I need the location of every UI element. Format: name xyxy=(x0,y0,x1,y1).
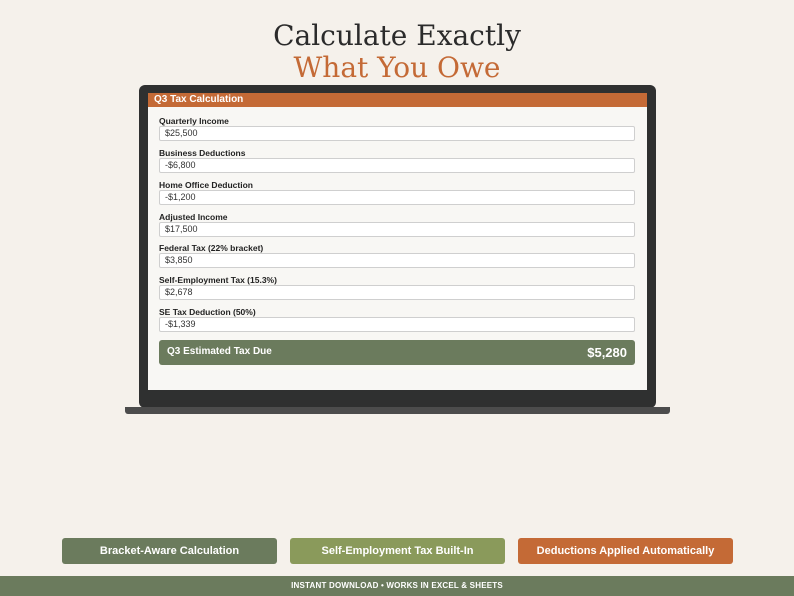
total-label: Q3 Estimated Tax Due xyxy=(167,346,272,357)
field-label-adjusted-income: Adjusted Income xyxy=(159,212,228,222)
field-label-se-tax-deduction: SE Tax Deduction (50%) xyxy=(159,307,256,317)
total-value: $5,280 xyxy=(587,345,627,360)
field-adjusted-income[interactable]: $17,500 xyxy=(159,222,635,237)
footer-banner: INSTANT DOWNLOAD • WORKS IN EXCEL & SHEETS xyxy=(0,576,794,596)
headline-line-2: What You Owe xyxy=(293,51,501,84)
field-federal-tax[interactable]: $3,850 xyxy=(159,253,635,268)
tax-sheet xyxy=(148,93,647,390)
sheet-title: Q3 Tax Calculation xyxy=(148,93,647,107)
field-self-employment-tax[interactable]: $2,678 xyxy=(159,285,635,300)
field-label-quarterly-income: Quarterly Income xyxy=(159,116,229,126)
laptop-base xyxy=(125,407,670,414)
field-se-tax-deduction[interactable]: -$1,339 xyxy=(159,317,635,332)
field-business-deductions[interactable]: -$6,800 xyxy=(159,158,635,173)
field-label-federal-tax: Federal Tax (22% bracket) xyxy=(159,243,264,253)
field-label-home-office-deduction: Home Office Deduction xyxy=(159,180,253,190)
field-quarterly-income[interactable]: $25,500 xyxy=(159,126,635,141)
field-home-office-deduction[interactable]: -$1,200 xyxy=(159,190,635,205)
field-label-self-employment-tax: Self-Employment Tax (15.3%) xyxy=(159,275,277,285)
feature-badge-self-employment: Self-Employment Tax Built-In xyxy=(290,538,505,564)
field-label-business-deductions: Business Deductions xyxy=(159,148,246,158)
feature-badge-deductions: Deductions Applied Automatically xyxy=(518,538,733,564)
feature-badge-bracket-aware: Bracket-Aware Calculation xyxy=(62,538,277,564)
headline-line-1: Calculate Exactly xyxy=(273,19,521,52)
total-tax-due-bar xyxy=(159,340,635,365)
headline xyxy=(0,20,794,84)
